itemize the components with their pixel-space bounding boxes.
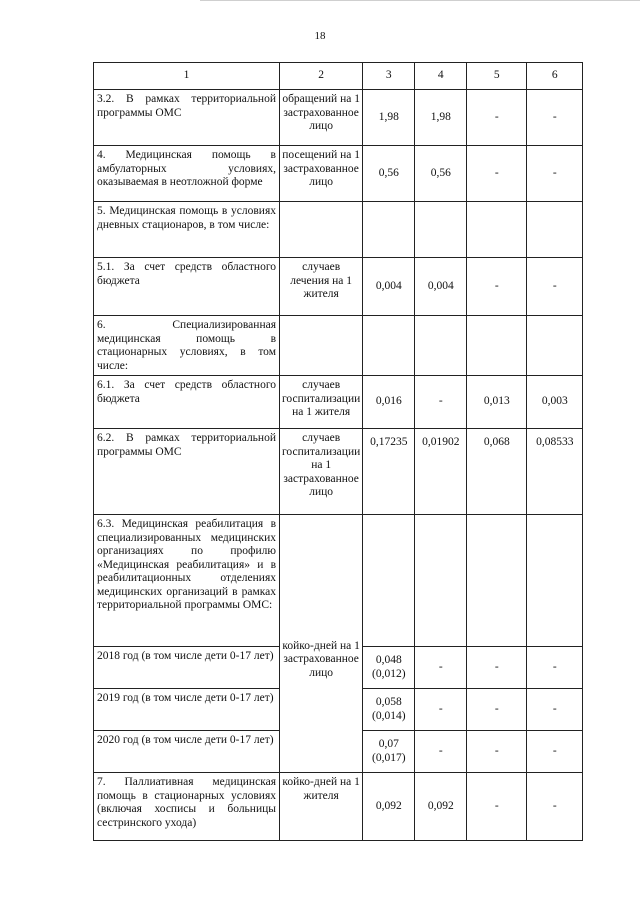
table-row xyxy=(94,90,583,146)
standards-table xyxy=(93,62,583,841)
cell-value: - xyxy=(467,258,527,316)
cell-value: 0,092 xyxy=(363,773,415,841)
cell-value: - xyxy=(415,376,467,429)
header-cell: 5 xyxy=(467,63,527,90)
cell-value: - xyxy=(527,258,583,316)
page-number: 18 xyxy=(314,30,326,42)
row-name: 6.3. Медицинская реабилитация в специализированных медицинских организациях по профилю «Медицинская реабилитация» и в реабилитационных отделениях медицинских организаций в рамках территориальной программы ОМС: xyxy=(94,515,280,647)
row-name: 6.2. В рамках территориальной программы ОМС xyxy=(94,429,280,515)
cell-value: 0,07 (0,017) xyxy=(363,731,415,773)
row-name: 2019 год (в том числе дети 0-17 лет) xyxy=(94,689,280,731)
cell-value: 0,058 (0,014) xyxy=(363,689,415,731)
cell-value: 0,004 xyxy=(415,258,467,316)
cell-value: 0,048 (0,012) xyxy=(363,647,415,689)
table-row xyxy=(94,773,583,841)
cell-value: - xyxy=(415,731,467,773)
cell-value: - xyxy=(467,647,527,689)
cell-value: 0,016 xyxy=(363,376,415,429)
row-unit: обращений на 1 застрахованное лицо xyxy=(280,90,363,146)
row-name: 4. Медицинская помощь в амбулаторных условиях, оказываемая в неотложной форме xyxy=(94,146,280,202)
cell-value: - xyxy=(527,146,583,202)
cell-value: - xyxy=(527,647,583,689)
cell-value: - xyxy=(415,647,467,689)
cell-value: 0,56 xyxy=(363,146,415,202)
row-unit: случаев госпитализации на 1 застрахованное лицо xyxy=(280,429,363,515)
row-name: 6.1. За счет средств областного бюджета xyxy=(94,376,280,429)
row-unit: случаев госпитализации на 1 жителя xyxy=(280,376,363,429)
cell-value: - xyxy=(527,689,583,731)
cell-value: 0,092 xyxy=(415,773,467,841)
cell-value: 0,004 xyxy=(363,258,415,316)
cell-value: 0,01902 xyxy=(415,429,467,515)
table-row xyxy=(94,515,583,647)
header-cell: 6 xyxy=(527,63,583,90)
table-row xyxy=(94,202,583,258)
top-rule xyxy=(200,0,640,1)
row-name: 3.2. В рамках территориальной программы ОМС xyxy=(94,90,280,146)
header-cell: 3 xyxy=(363,63,415,90)
cell-value: - xyxy=(467,146,527,202)
table-row xyxy=(94,146,583,202)
row-name: 5. Медицинская помощь в условиях дневных стационаров, в том числе: xyxy=(94,202,280,258)
cell-value: - xyxy=(467,90,527,146)
row-unit: койко-дней на 1 застрахованное лицо xyxy=(280,515,363,773)
row-unit: койко-дней на 1 жителя xyxy=(280,773,363,841)
row-name: 2020 год (в том числе дети 0-17 лет) xyxy=(94,731,280,773)
cell-value: - xyxy=(467,773,527,841)
header-cell: 4 xyxy=(415,63,467,90)
cell-value: 1,98 xyxy=(363,90,415,146)
cell-value: - xyxy=(467,731,527,773)
header-row xyxy=(94,63,583,90)
table-row xyxy=(94,429,583,515)
row-name: 6. Специализированная медицинская помощь в стационарных условиях, в том числе: xyxy=(94,316,280,376)
cell-value: 0,013 xyxy=(467,376,527,429)
cell-value: - xyxy=(527,90,583,146)
cell-value: 0,003 xyxy=(527,376,583,429)
header-cell: 2 xyxy=(280,63,363,90)
cell-value: - xyxy=(467,689,527,731)
header-cell: 1 xyxy=(94,63,280,90)
table-row xyxy=(94,258,583,316)
cell-value: - xyxy=(527,773,583,841)
cell-value: 0,56 xyxy=(415,146,467,202)
cell-value: 0,08533 xyxy=(527,429,583,515)
table-row xyxy=(94,376,583,429)
row-name: 7. Паллиативная медицинская помощь в стационарных условиях (включая хосписы и больницы сестринского ухода) xyxy=(94,773,280,841)
cell-value: 1,98 xyxy=(415,90,467,146)
row-unit: посещений на 1 застрахованное лицо xyxy=(280,146,363,202)
cell-value: - xyxy=(527,731,583,773)
cell-value: 0,17235 xyxy=(363,429,415,515)
row-unit: случаев лечения на 1 жителя xyxy=(280,258,363,316)
table-row xyxy=(94,316,583,376)
cell-value: - xyxy=(415,689,467,731)
row-name: 5.1. За счет средств областного бюджета xyxy=(94,258,280,316)
cell-value: 0,068 xyxy=(467,429,527,515)
row-name: 2018 год (в том числе дети 0-17 лет) xyxy=(94,647,280,689)
